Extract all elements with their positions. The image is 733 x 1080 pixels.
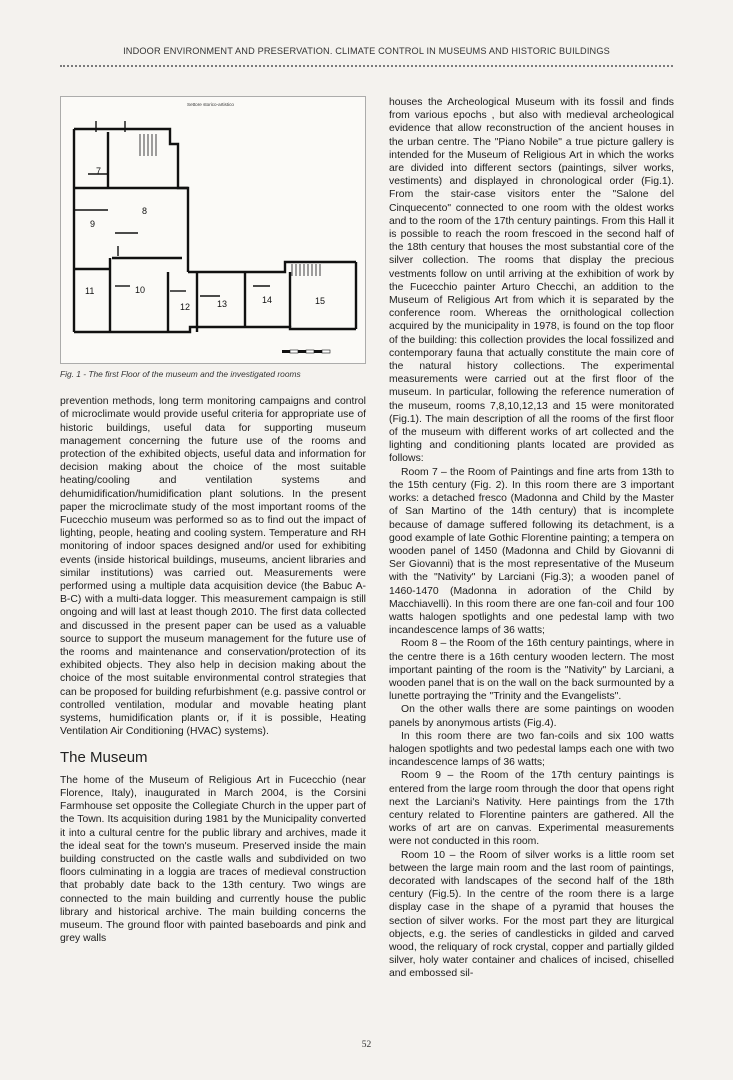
paragraph-room-8-lighting: In this room there are two fan-coils and six 100 watts halogen spotlights and two pedestal lamps each one with two incandescence lamps of 36 watts; (389, 730, 674, 769)
header-divider (60, 65, 673, 67)
plan-title: Settore storico-artistico (187, 102, 234, 107)
figure-caption: Fig. 1 - The first Floor of the museum and the investigated rooms (60, 369, 301, 379)
paragraph-gallery-overview: houses the Archeological Museum with its fossil and finds from various epochs , but also with medieval archeological evidence that allow reconstruction of the ancient houses in the urban centre. The "Piano Nobile" a true picture gallery is intended for the Museum of Religious Art in which the works are divided into different sectors (paintings, silver works, vestiments) and displayed in chronological order (Fig.1). From the stair-case visitors enter the "Salone del Cinquecento" connected to one room with the oldest works and to the room of the 17th century paintings. From this Hall it is possible to reach the room frescoed in the second half of the 18th century that houses the most substantial core of the silver collection. The rooms that display the precious vestments follow on until arriving at the exhibition of work by the Fucecchio painter Arturo Checchi, an addition to the Museum of Religious Art from which it is separated by the conference room. Whereas the ornithological collection acquired by the municipality in 1978, is found on the top floor of the building: this collection provides the local fossilized and contemporary fauna that actually constitute the main core of the natural history collections. The experimental measurements were carried out at the first floor of the museum. In particular, following the reference numeration of the museum, rooms 7,8,10,12,13 and 15 were monitorated (Fig.1). The main description of all the rooms of the first floor of the museum with different works of art collected and the lighting and conditioning plants located are provided as follows: (389, 97, 674, 465)
room-label-10: 10 (135, 285, 146, 295)
right-column (389, 96, 674, 981)
paragraph-room-7: Room 7 – the Room of Paintings and fine arts from 13th to the 15th century (Fig. 2). In this room there are 3 important works: a detached fresco (Madonna and Child by the Master of San Martino of the 14th century) that is incomplete because of damage suffered following its detachment, is a good example of late Gothic Florentine painting; a tempera on wooden panel of 1450 (Madonna and Child by Giovanni di Ser Giovanni) that is the most representative of the Museum with the "Nativity" by Larciani (Fig.3); a wooden panel of 1460-1470 (Madonna in adoration of the Child by Macchiavelli). In this room there are one fan-coil and four 100 watts halogen spotlights and one pedestal lamp with two incandescence lamps of 36 watts; (389, 466, 674, 637)
paragraph-room-9: Room 9 – the Room of the 17th century paintings is entered from the large room through the door that opens right next the Larciani's Nativity. Here paintings from the 17th century related to Florentine painters are gathered. All the works of art are on canvas. Experimental measurements were not conducted in this room. (389, 770, 674, 848)
page-number: 52 (361, 1040, 372, 1050)
room-label-14: 14 (262, 295, 273, 305)
paragraph-room-10: Room 10 – the Room of silver works is a little room set between the large main room and the last room of paintings, decorated with landscapes of the second half of the 18th century (Fig.5). In the centre of the room there is a large display case in the shape of a pyramid that houses the section of silver works. For the most part they are liturgical objects, e.g. the series of candlesticks in gilded and carved wood, the reliquary of rock crystal, copper and partially gilded silver, holy water container and chalices of incised, chiselled and embossed sil- (389, 849, 674, 980)
room-label-9: 9 (90, 219, 96, 229)
room-label-12: 12 (180, 302, 191, 312)
running-header: INDOOR ENVIRONMENT AND PRESERVATION. CLIMATE CONTROL IN MUSEUMS AND HISTORIC BUILDINGS (123, 46, 610, 56)
left-body-text (60, 395, 366, 738)
paragraph-room-8: Room 8 – the Room of the 16th century paintings, where in the centre there is a 16th century wooden lectern. The most important painting of the room is the "Nativity" by Larciani, a wooden panel that is on the wall on the back surmounted by a lunette portraying the "Trinity and the Evangelists". (389, 638, 674, 703)
room-label-7: 7 (96, 166, 102, 176)
room-label-11: 11 (85, 286, 95, 296)
room-label-15: 15 (315, 296, 326, 306)
museum-paragraph: The home of the Museum of Religious Art in Fucecchio (near Florence, Italy), inaugurated in March 2004, is the Corsini Farmhouse set opposite the Collegiate Church in the upper part of the Town. Its acquisition during 1981 by the Municipality converted it into a cultural centre for the public library and archives, made it the ideal seat for the town's museum. Preserved inside the main building constructed on the castle walls and subdivided on two floors culminating in a loggia are traces of medieval construction that probably date back to the 13th century. Two wings are connected to the main building and currently house the public library and historical archive. The main building concerns the museum. The ground floor with painted baseboards and pink and grey walls (60, 774, 366, 945)
room-label-13: 13 (217, 299, 228, 309)
floor-plan-drawing (60, 96, 366, 364)
intro-paragraph: prevention methods, long term monitoring campaigns and control of microclimate would provide useful criteria for appropriate use of historic buildings, useful data for supporting museum management concerning the future use of the rooms and protection of the exhibited objects, useful data and information for decision making about the choice of the most suitable heating/cooling and ventilation systems and dehumidification/humidification plant solutions. In the present paper the microclimate study of the most important rooms of the Fucecchio museum was performed so as to find out the impact of lighting, people, heating and cooling system. Temperature and RH monitoring of indoor spaces designed and/or used for exhibiting events (inside historical buildings, museums, ancient libraries and similar institutions) was carried out. Measurements were performed using a multiple data acquisition device (the Babuc A-B-C) with a multi-data logger. This measurement campaign is still ongoing and will last at least though 2010. The first data collected and discussed in the present paper can be used as a valuable source to support the museum management for the future use of the rooms and maintenance and conservation/protection of its exhibited objects. They also help in decision making about the choice of the most suitable environmental control strategies that can be proposed for building refurbishment (e.g. passive control or controlled ventilation, modular and movable heating plant systems, humidification plants or, if it is possible, Heating Ventilation Air Conditioning (HVAC) systems). (60, 396, 366, 738)
section-heading: The Museum (60, 749, 148, 767)
left-column (60, 96, 366, 945)
museum-section-body (60, 774, 366, 946)
scale-bar (282, 350, 330, 353)
paragraph-room-8-walls: On the other walls there are some paintings on wooden panels by anonymous artists (Fig.4). (389, 704, 674, 729)
floor-plan-figure (60, 96, 366, 364)
room-label-8: 8 (142, 206, 148, 216)
